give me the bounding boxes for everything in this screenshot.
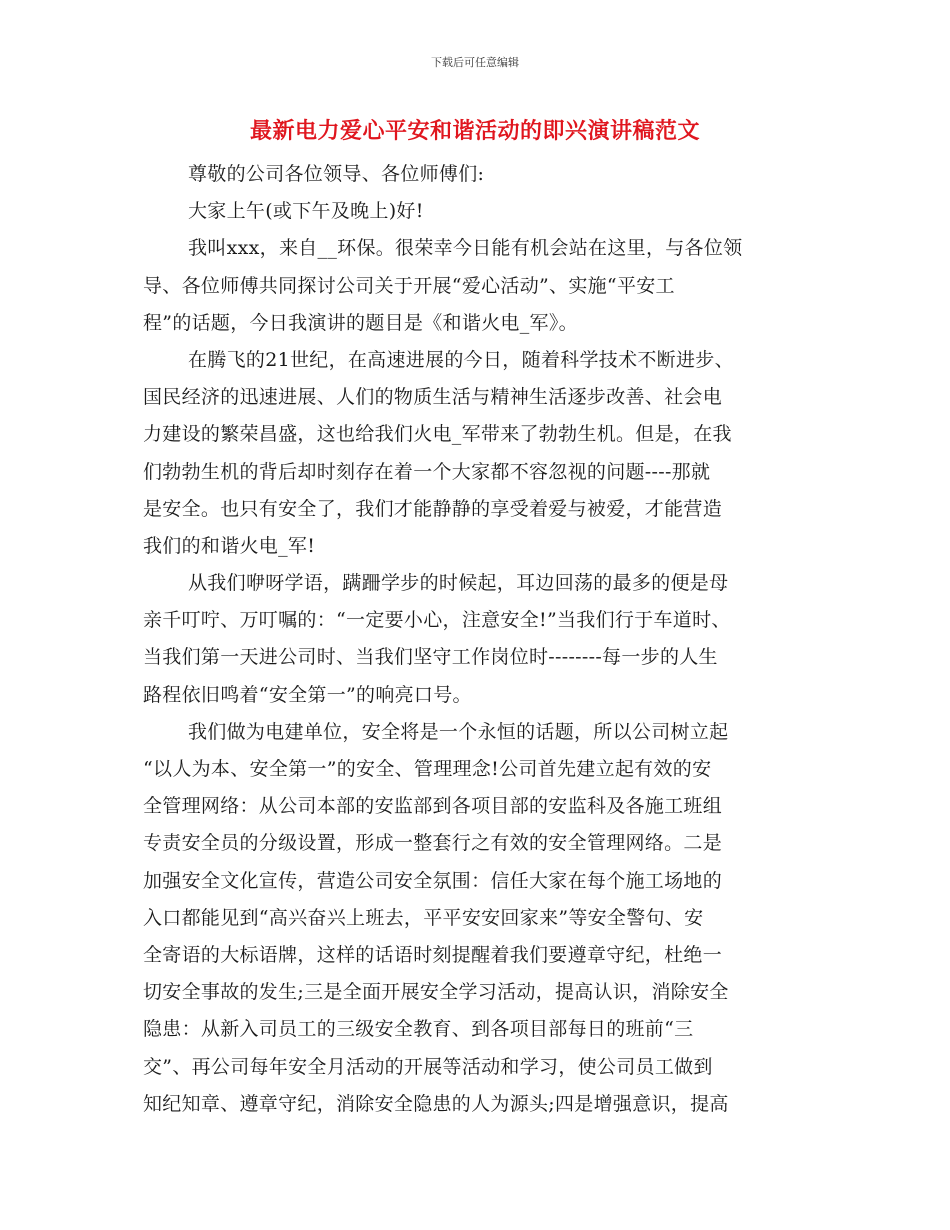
document-title: 最新电力爱心平安和谐活动的即兴演讲稿范文 bbox=[249, 119, 700, 144]
text-line-content: 隐患：从新入司员工的三级安全教育、到各项目部每日的班前“三 bbox=[143, 1018, 694, 1041]
text-line-content: “以人为本、安全第一”的安全、管理理念!公司首先建立起有效的安 bbox=[143, 758, 712, 780]
text-line bbox=[143, 342, 823, 379]
text-line-content: 我们的和谐火电_军! bbox=[143, 534, 316, 557]
text-line-content: 全管理网络：从公司本部的安监部到各项目部的安监科及各施工班组 bbox=[143, 795, 723, 818]
text-line bbox=[143, 268, 823, 305]
text-line bbox=[143, 639, 823, 676]
text-line-content: 程”的话题，今日我演讲的题目是《和谐火电_军》。 bbox=[143, 311, 578, 334]
text-line-content: 路程依旧鸣着“安全第一”的响亮口号。 bbox=[143, 683, 472, 706]
text-line-content: 从我们咿呀学语，蹒跚学步的时候起，耳边回荡的最多的便是母 bbox=[188, 572, 729, 595]
document-body bbox=[143, 156, 823, 1123]
text-line-content: 亲千叮咛、万叮嘱的：“一定要小心，注意安全!”当我们行于车道时、 bbox=[143, 609, 731, 632]
text-line-content: 们勃勃生机的背后却时刻存在着一个大家都不容忽视的问题----那就 bbox=[143, 460, 711, 483]
text-line bbox=[143, 677, 823, 714]
text-line-content: 加强安全文化宣传，营造公司安全氛围：信任大家在每个施工场地的 bbox=[143, 869, 723, 892]
text-line-content: 切安全事故的发生;三是全面开展安全学习活动，提高认识，消除安全 bbox=[143, 981, 729, 1004]
text-line bbox=[143, 937, 823, 974]
text-line bbox=[143, 788, 823, 825]
text-line bbox=[143, 974, 823, 1011]
text-line-content: 当我们第一天进公司时、当我们坚守工作岗位时--------每一步的人生 bbox=[143, 646, 718, 669]
text-line bbox=[143, 825, 823, 862]
text-line-content: 交”、再公司每年安全月活动的开展等活动和学习，使公司员工做到 bbox=[143, 1055, 713, 1078]
text-line-content: 尊敬的公司各位领导、各位师傅们: bbox=[188, 163, 485, 185]
text-line bbox=[143, 305, 823, 342]
text-line-content: 国民经济的迅速进展、人们的物质生活与精神生活逐步改善、社会电 bbox=[143, 386, 723, 409]
text-line bbox=[143, 1011, 823, 1048]
text-line bbox=[143, 156, 823, 193]
text-line-content: 我们做为电建单位，安全将是一个永恒的话题，所以公司树立起 bbox=[188, 720, 729, 743]
text-line-content: 入口都能见到“高兴奋兴上班去，平平安安回家来”等安全警句、安 bbox=[143, 906, 704, 929]
text-line bbox=[143, 565, 823, 602]
text-line-content: 知纪知章、遵章守纪，消除安全隐患的人为源头;四是增强意识，提高 bbox=[143, 1092, 729, 1115]
text-line-content: 专责安全员的分级设置，形成一整套行之有效的安全管理网络。二是 bbox=[143, 832, 723, 855]
text-line bbox=[143, 1049, 823, 1086]
text-line bbox=[143, 751, 823, 788]
text-line bbox=[143, 1086, 823, 1123]
text-line bbox=[143, 416, 823, 453]
text-line bbox=[143, 528, 823, 565]
text-line bbox=[143, 379, 823, 416]
text-line-content: 是安全。也只有安全了，我们才能静静的享受着爱与被爱，才能营造 bbox=[143, 497, 723, 520]
text-line-content: 力建设的繁荣昌盛，这也给我们火电_军带来了勃勃生机。但是，在我 bbox=[143, 423, 732, 446]
text-line bbox=[143, 193, 823, 230]
text-line-content: 导、各位师傅共同探讨公司关于开展“爱心活动”、实施“平安工 bbox=[143, 274, 675, 297]
text-line bbox=[143, 714, 823, 751]
text-line bbox=[143, 602, 823, 639]
text-line bbox=[143, 863, 823, 900]
text-line-content: 我叫xxx，来自__环保。很荣幸今日能有机会站在这里，与各位领 bbox=[188, 237, 743, 260]
header-note: 下载后可任意编辑 bbox=[431, 56, 519, 69]
text-line bbox=[143, 491, 823, 528]
text-line bbox=[143, 900, 823, 937]
text-line-content: 大家上午(或下午及晚上)好! bbox=[188, 200, 424, 223]
text-line-content: 全寄语的大标语牌，这样的话语时刻提醒着我们要遵章守纪，杜绝一 bbox=[143, 943, 723, 966]
text-line-content: 在腾飞的21世纪，在高速进展的今日，随着科学技术不断进步、 bbox=[188, 348, 734, 371]
text-line bbox=[143, 230, 823, 267]
text-line bbox=[143, 454, 823, 491]
